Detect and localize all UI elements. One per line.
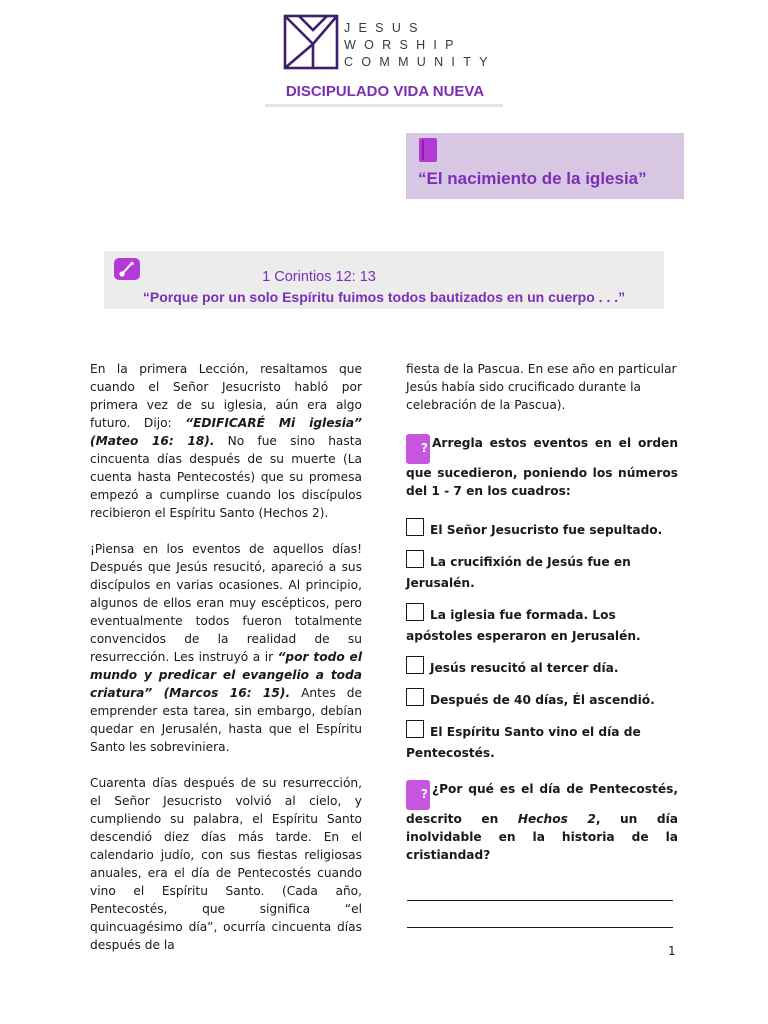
question-2 — [406, 780, 678, 864]
answer-checkbox[interactable] — [406, 688, 424, 706]
answer-checkbox[interactable] — [406, 518, 424, 536]
program-title: DISCIPULADO VIDA NUEVA — [285, 83, 485, 100]
q2-text: ¿Por qué es el día de Pentecostés, descrito en — [406, 782, 678, 826]
p1-text-end: No fue sino hasta cincuenta días después de su muerte (La cuenta hasta Pentecostés) que su promesa empezó a cumplirse cuando los discípulos recibieron el Espíritu Santo (Hechos 2). — [90, 434, 362, 520]
list-item — [406, 688, 678, 711]
continuation-text: fiesta de la Pascua. En ese año en particular Jesús había sido crucificado durante la celebración de la Pascua). — [406, 362, 677, 412]
verse-reference: 1 Corintios 12: 13 — [262, 269, 376, 285]
p2-quote: “por todo el mundo y predicar el evangelio a toda criatura” (Marcos 16: 15). — [90, 650, 362, 700]
list-item — [406, 720, 678, 764]
paragraph-3: Cuarenta días después de su resurrección, el Señor Jesucristo volvió al cielo, y cumpliendo su palabra, el Espíritu Santo descendió diez días más tarde. En el calendario judío, con sus fiestas religiosas anuales, era el día de Pentecostés cuando vino el Espíritu Santo. (Cada año, Pentecostés, que significa “el quincuagésimo día”, ocurría cincuenta días después de la — [90, 776, 362, 952]
question-1-text: Arregla estos eventos en el orden que sucedieron, poniendo los números del 1 - 7 en los cuadros: — [406, 436, 678, 498]
p2-text-end: Antes de emprender esta tarea, sin embargo, debían quedar en Jerusalén, hasta que el Espíritu Santo les sobreviniera. — [90, 686, 363, 754]
question-icon — [406, 434, 430, 464]
q2-reference: Hechos 2 — [517, 812, 596, 826]
list-item — [406, 518, 678, 541]
item-text: El Espíritu Santo vino el día de Pentecostés. — [406, 725, 641, 760]
answer-checkbox[interactable] — [406, 720, 424, 738]
answer-checkbox[interactable] — [406, 656, 424, 674]
item-text: El Señor Jesucristo fue sepultado. — [430, 523, 663, 537]
answer-checkbox[interactable] — [406, 603, 424, 621]
title-divider — [265, 104, 503, 107]
lesson-title-box — [406, 133, 684, 199]
item-text: La crucifixión de Jesús fue en Jerusalén. — [406, 555, 631, 590]
list-item — [406, 550, 678, 594]
logo-line-community: COMMUNITY — [344, 55, 496, 69]
verse-text: “Porque por un solo Espíritu fuimos todos bautizados en un cuerpo . . .” — [142, 289, 626, 305]
paragraph-1 — [90, 360, 362, 522]
answer-line[interactable] — [407, 900, 673, 901]
question-1 — [406, 434, 678, 500]
ordering-list — [406, 518, 678, 764]
q2-text-end: , un día inolvidable en la historia de la cristiandad? — [406, 812, 678, 862]
item-text: Jesús resucitó al tercer día. — [430, 661, 619, 675]
book-icon — [419, 138, 437, 162]
left-column — [90, 360, 362, 972]
p1-quote: “EDIFICARÉ Mi iglesia” (Mateo 16: 18). — [90, 416, 362, 448]
logo-mark-icon — [283, 14, 339, 70]
list-item — [406, 603, 678, 647]
answer-checkbox[interactable] — [406, 550, 424, 568]
logo-text — [344, 20, 494, 71]
question-2-text — [406, 782, 678, 862]
list-item — [406, 656, 678, 679]
paragraph-2 — [90, 540, 362, 756]
item-text: La iglesia fue formada. Los apóstoles esperaron en Jerusalén. — [406, 608, 641, 643]
item-text: Después de 40 días, Él ascendió. — [430, 693, 655, 707]
p1-text: En la primera Lección, resaltamos que cuando el Señor Jesucristo habló por primera vez de su iglesia, aún era algo futuro. Dijo: — [90, 362, 362, 430]
question-icon — [406, 780, 430, 810]
page-number: 1 — [668, 944, 676, 958]
logo-line-jesus: JESUS — [344, 21, 426, 35]
p2-text: ¡Piensa en los eventos de aquellos días! Después que Jesús resucitó, apareció a sus discípulos en varias ocasiones. Al principio, algunos de ellos eran muy escépticos, pero eventualmente todos fueron totalmente convencidos de la realidad de su resurrección. Les instruyó a ir — [90, 542, 362, 664]
lesson-title: “El nacimiento de la iglesia” — [418, 169, 647, 188]
logo-line-worship: WORSHIP — [344, 38, 462, 52]
right-column — [406, 360, 678, 928]
answer-line[interactable] — [407, 927, 673, 928]
